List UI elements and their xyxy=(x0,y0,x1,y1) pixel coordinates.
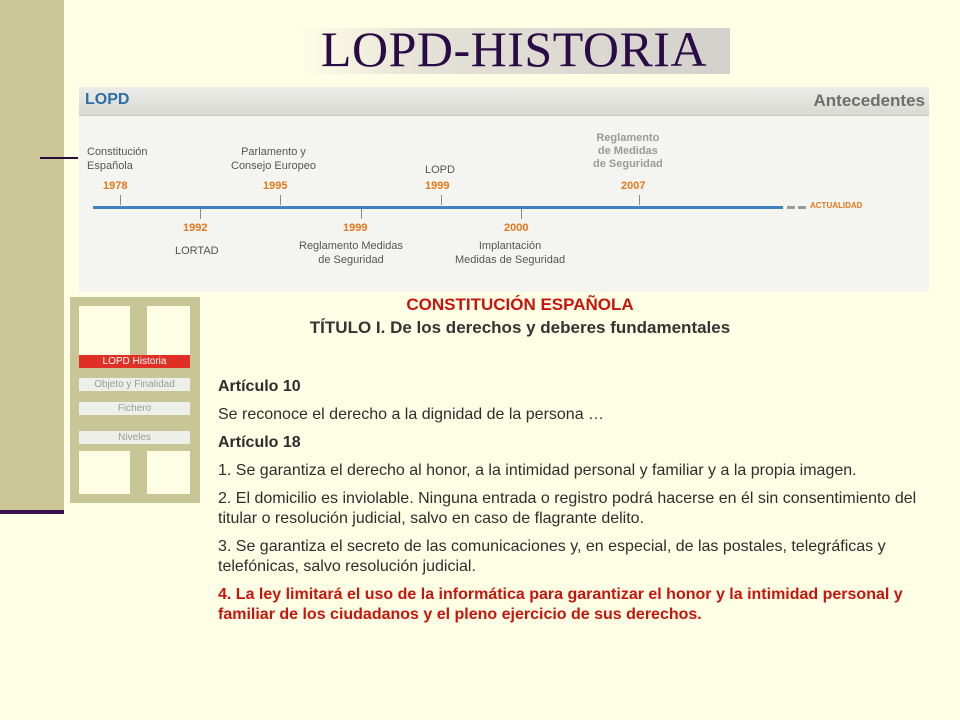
timeline-dash-1 xyxy=(787,206,795,209)
title-pointer-rule xyxy=(40,157,78,159)
event-1995-tick xyxy=(280,195,281,205)
event-1992-tick xyxy=(200,209,201,219)
article-10-title: Artículo 10 xyxy=(218,378,301,395)
timeline-axis xyxy=(93,206,783,209)
event-1992-label: LORTAD xyxy=(175,245,219,257)
article-18-paragraph-3: 3. Se garantiza el secreto de las comunicaciones y, en especial, de las postales, telegráficas y telefónicas, salvo resolución judicial. xyxy=(218,538,886,575)
event-1999-bottom-tick xyxy=(361,209,362,219)
timeline-section-title: Antecedentes xyxy=(813,91,925,110)
event-2007-label: Reglamento de Medidas de Seguridad xyxy=(593,132,663,170)
event-2000-year: 2000 xyxy=(504,222,529,234)
nav-item-niveles[interactable]: Niveles xyxy=(79,431,190,444)
event-1999-top-label: LOPD xyxy=(425,164,455,176)
timeline-dash-2 xyxy=(798,206,806,209)
nav-item-lopd-historia[interactable]: LOPD Historia xyxy=(79,355,190,368)
event-2000-label: Implantación Medidas de Seguridad xyxy=(455,240,566,266)
nav-frame-cutout xyxy=(147,306,190,361)
event-2007-year: 2007 xyxy=(621,180,646,192)
timeline-brand: LOPD xyxy=(85,91,130,108)
left-bar-rule xyxy=(0,510,64,514)
event-1999-top-year: 1999 xyxy=(425,180,450,192)
nav-frame-cutout xyxy=(79,306,130,361)
content-subheading: TÍTULO I. De los derechos y deberes fundamentales xyxy=(309,318,731,337)
event-1978-label: Constitución Española xyxy=(87,146,148,172)
article-content xyxy=(218,377,928,633)
article-18-paragraph-2: 2. El domicilio es inviolable. Ninguna entrada o registro podrá hacerse en él sin consentimiento del titular o resolución judicial, salvo en caso de flagrante delito. xyxy=(218,490,917,527)
event-1999-top-tick xyxy=(441,195,442,205)
section-nav xyxy=(70,297,200,503)
event-1999-bottom-label: Reglamento Medidas de Seguridad xyxy=(299,240,403,266)
event-1995-label: Parlamento y Consejo Europeo xyxy=(231,146,317,172)
article-18-paragraph-1: 1. Se garantiza el derecho al honor, a la intimidad personal y familiar y a la propia imagen. xyxy=(218,462,857,479)
nav-item-objeto-finalidad[interactable]: Objeto y Finalidad xyxy=(79,378,190,391)
nav-frame-cutout xyxy=(147,451,190,494)
event-1999-bottom-year: 1999 xyxy=(343,222,368,234)
left-decorative-bar xyxy=(0,0,64,512)
page-title: LOPD-HISTORIA xyxy=(320,21,708,77)
nav-item-fichero[interactable]: Fichero xyxy=(79,402,190,415)
timeline-header xyxy=(79,87,929,116)
article-18-title: Artículo 18 xyxy=(218,434,301,451)
timeline-image xyxy=(79,87,929,292)
article-18-paragraph-4: 4. La ley limitará el uso de la informática para garantizar el honor y la intimidad personal y familiar de los ciudadanos y el pleno ejercicio de sus derechos. xyxy=(218,586,903,623)
event-1995-year: 1995 xyxy=(263,180,288,192)
event-2007-tick xyxy=(639,195,640,205)
event-2000-tick xyxy=(521,209,522,219)
nav-frame-cutout xyxy=(79,451,130,494)
event-1992-year: 1992 xyxy=(183,222,208,234)
timeline-end-label: ACTUALIDAD xyxy=(810,201,863,210)
event-1978-tick xyxy=(120,195,121,205)
event-1978-year: 1978 xyxy=(103,180,128,192)
content-heading: CONSTITUCIÓN ESPAÑOLA xyxy=(406,295,634,314)
article-10-text: Se reconoce el derecho a la dignidad de la persona … xyxy=(218,406,605,423)
